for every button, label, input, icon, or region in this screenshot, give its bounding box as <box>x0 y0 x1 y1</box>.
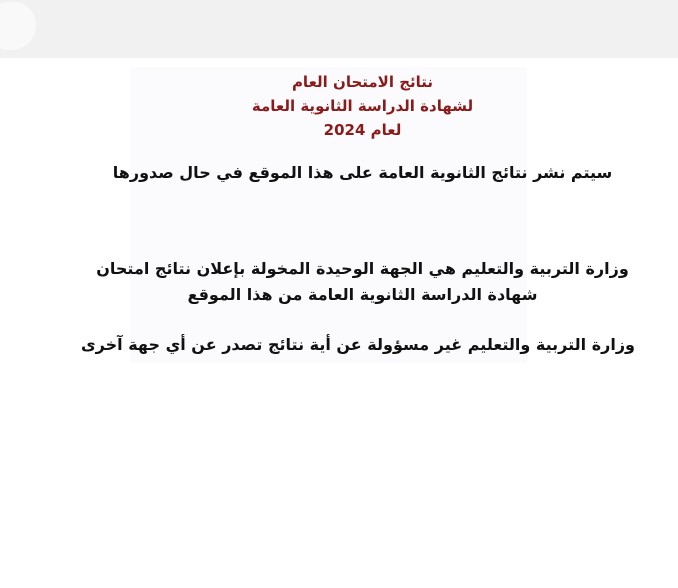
publish-notice: سيتم نشر نتائج الثانوية العامة على هذا الموقع في حال صدورها <box>112 163 613 182</box>
authority-line-1: وزارة التربية والتعليم هي الجهة الوحيدة المخولة بإعلان نتائج امتحان <box>96 259 629 278</box>
announcement <box>81 70 635 358</box>
corner-highlight <box>0 2 36 50</box>
title-line-3: لعام 2024 <box>323 121 402 139</box>
authority-line-2: شهادة الدراسة الثانوية العامة من هذا الموقع <box>187 285 538 304</box>
disclaimer-line: وزارة التربية والتعليم غير مسؤولة عن أية نتائج تصدر عن أي جهة آخرى <box>81 335 635 354</box>
title-line-2: لشهادة الدراسة الثانوية العامة <box>251 97 474 115</box>
title-line-1: نتائج الامتحان العام <box>291 73 434 91</box>
top-band <box>0 0 678 58</box>
